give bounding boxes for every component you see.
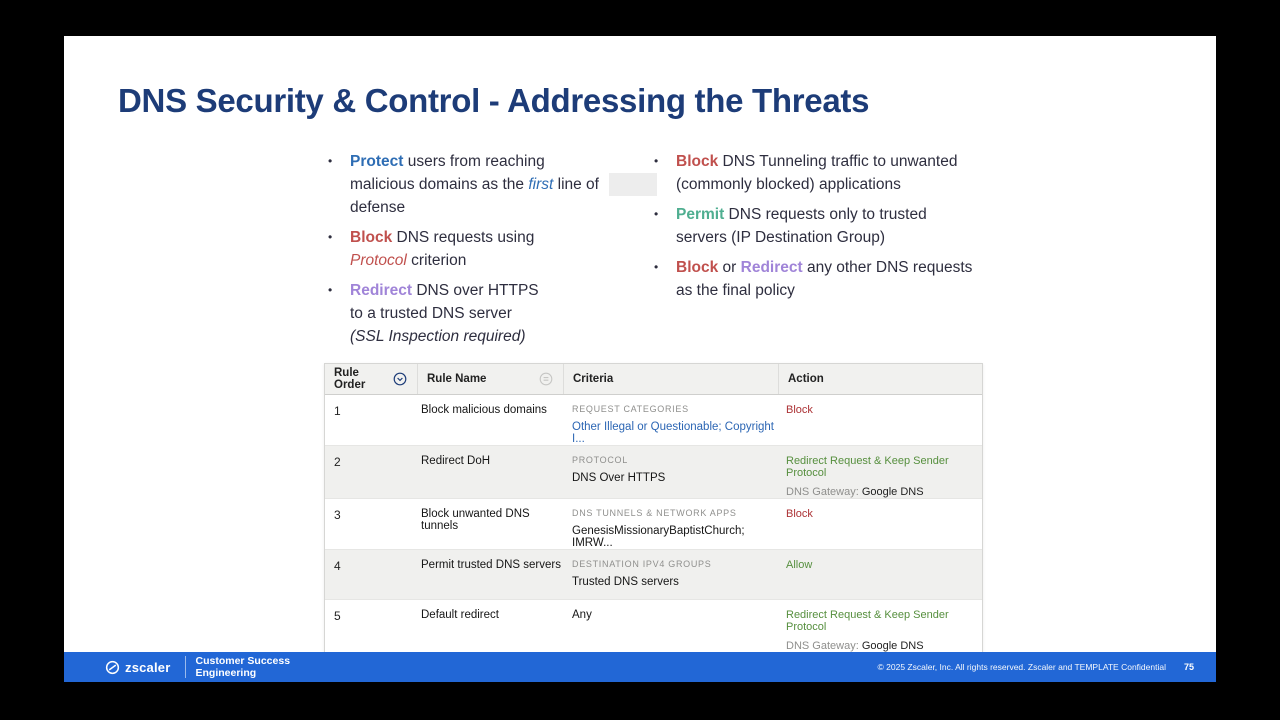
bullet-marker: •: [654, 154, 659, 168]
action-value: Block: [786, 404, 813, 416]
criteria-type-label: REQUEST CATEGORIES: [572, 404, 689, 414]
zscaler-logo-icon: [104, 659, 121, 676]
action-value: Allow: [786, 559, 813, 571]
page-number: 75: [1183, 662, 1194, 672]
footer-divider: [185, 656, 186, 678]
column-header-label: Rule Name: [427, 373, 487, 385]
action-sub: [786, 640, 976, 652]
criteria-type-label: DESTINATION IPV4 GROUPS: [572, 559, 712, 569]
rule-order-cell: 4: [334, 559, 341, 573]
table-row: [325, 395, 982, 446]
rule-name-cell: Block malicious domains: [421, 404, 547, 416]
rule-order-cell: 3: [334, 508, 341, 522]
dns-gateway-label: DNS Gateway:: [786, 486, 862, 498]
criteria-cell: [564, 446, 779, 498]
criteria-cell: [564, 499, 779, 549]
bullet-text: Block DNS Tunneling traffic to unwanted (commonly blocked) applications: [676, 153, 958, 193]
column-header-action: [779, 364, 982, 394]
bullet-item: [654, 256, 994, 302]
rule-table-body: [325, 395, 982, 652]
column-header-label: Rule Order: [334, 367, 366, 391]
rule-order-cell: 5: [334, 609, 341, 623]
bullet-item: [328, 279, 633, 348]
brand-name: zscaler: [125, 659, 171, 675]
copyright-text: © 2025 Zscaler, Inc. All rights reserved. Zscaler and TEMPLATE Confidential: [877, 662, 1166, 672]
criteria-cell: [564, 600, 779, 652]
bullet-list-left: [328, 150, 633, 355]
dns-gateway-value: Google DNS: [861, 486, 924, 498]
bullet-list-right: [654, 150, 994, 309]
rule-order-cell: 2: [334, 455, 341, 469]
column-header-rule-order: [325, 364, 418, 394]
dns-gateway-label: DNS Gateway:: [786, 640, 862, 652]
bullet-marker: •: [654, 207, 659, 221]
bullet-text: Block or Redirect any other DNS requests as the final policy: [676, 259, 973, 299]
slide: [64, 36, 1216, 682]
criteria-cell: [564, 550, 779, 599]
criteria-type-label: DNS TUNNELS & NETWORK APPS: [572, 508, 737, 518]
action-cell: [779, 446, 982, 498]
column-header-label: Criteria: [573, 373, 614, 385]
criteria-cell: [564, 395, 779, 445]
column-header-rule-name: [418, 364, 564, 394]
action-cell: [779, 600, 982, 652]
criteria-value: Trusted DNS servers: [572, 576, 679, 588]
rule-name-cell: Permit trusted DNS servers: [421, 559, 561, 571]
bullet-marker: •: [328, 283, 333, 297]
criteria-type-label: PROTOCOL: [572, 455, 628, 465]
rule-name-cell: Block unwanted DNS tunnels: [421, 508, 530, 532]
team-name: [196, 655, 291, 679]
table-row: [325, 550, 982, 600]
bullet-text: Block DNS requests using Protocol criterion: [350, 229, 535, 269]
bullet-item: [654, 150, 994, 196]
action-value: Redirect Request & Keep Sender Protocol: [786, 609, 949, 633]
bullet-item: [654, 203, 994, 249]
action-value: Block: [786, 508, 813, 520]
bullet-text: Permit DNS requests only to trusted servers (IP Destination Group): [676, 206, 927, 246]
team-line2: Engineering: [195, 667, 257, 679]
table-row: [325, 499, 982, 550]
sort-circle-icon[interactable]: [539, 372, 553, 386]
action-cell: [779, 550, 982, 599]
brand-group: [104, 655, 290, 679]
chevron-down-circle-icon[interactable]: [393, 372, 407, 386]
bullet-text: Redirect DNS over HTTPS to a trusted DNS server (SSL Inspection required): [350, 282, 539, 345]
action-cell: [779, 395, 982, 445]
bullet-marker: •: [328, 154, 333, 168]
dns-rules-table: [324, 363, 983, 653]
criteria-value: DNS Over HTTPS: [572, 472, 666, 484]
criteria-value: Any: [572, 609, 592, 621]
action-sub: [786, 486, 976, 498]
action-cell: [779, 499, 982, 549]
team-line1: Customer Success: [195, 655, 291, 667]
bullet-marker: •: [654, 260, 659, 274]
column-header-criteria: [564, 364, 779, 394]
criteria-value: GenesisMissionaryBaptistChurch; IMRW...: [572, 525, 745, 549]
criteria-value: Other Illegal or Questionable; Copyright I...: [572, 421, 774, 445]
table-header-row: [325, 364, 982, 395]
bullet-marker: •: [328, 230, 333, 244]
bullet-item: [328, 226, 633, 272]
footer-bar: [64, 652, 1216, 682]
rule-name-cell: Default redirect: [421, 609, 499, 621]
table-row: [325, 446, 982, 499]
column-header-label: Action: [788, 373, 824, 385]
rule-order-cell: 1: [334, 404, 341, 418]
table-row: [325, 600, 982, 652]
rule-name-cell: Redirect DoH: [421, 455, 491, 467]
bullet-text: Protect users from reaching malicious domains as the first line of defense: [350, 153, 599, 216]
bullet-item: [328, 150, 633, 219]
slide-title: DNS Security & Control - Addressing the Threats: [118, 82, 870, 119]
footer-right: [878, 662, 1216, 672]
action-value: Redirect Request & Keep Sender Protocol: [786, 455, 949, 479]
dns-gateway-value: Google DNS: [861, 640, 924, 652]
